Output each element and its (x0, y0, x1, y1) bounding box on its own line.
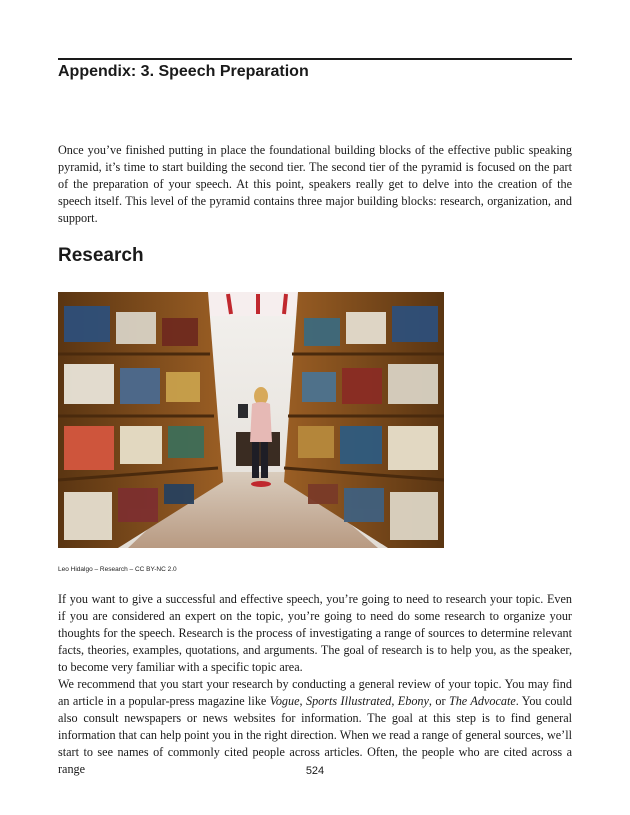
research-paragraph-2 (58, 676, 572, 778)
chapter-title: Appendix: 3. Speech Preparation (58, 63, 309, 80)
separator: , or (428, 694, 449, 708)
section-heading: Research (58, 245, 144, 266)
page-number: 524 (305, 765, 325, 777)
magazine-vogue: Vogue (269, 694, 300, 708)
library-photo (58, 292, 444, 548)
separator: , (299, 694, 306, 708)
paragraph-2-lead: We recommend that you start your research by conducting a general review of your topic. You may find an article in a popular-press magazine like (58, 677, 572, 708)
magazine-ebony: Ebony (397, 694, 429, 708)
figure-caption: Leo Hidalgo – Research – CC BY-NC 2.0 (58, 566, 177, 573)
library-aisle-illustration (58, 292, 444, 548)
magazine-the-advocate: The Advocate (448, 694, 516, 708)
intro-paragraph: Once you’ve finished putting in place the foundational building blocks of the effective public speaking pyramid, it’s time to start building the second tier. The second tier of the pyramid is focused on the part of the preparation of your speech. At this point, speakers really get to delve into the creation of the speech itself. This level of the pyramid contains three major building blocks: research, organization, and support. (58, 143, 572, 225)
research-paragraph-1: If you want to give a successful and effective speech, you’re going to need to research your topic. Even if you are considered an expert on the topic, you’re going to need do some research to organize your thoughts for the speech. Research is the process of investigating a range of sources to determine relevant facts, theories, examples, quotations, and arguments. The goal of research is to help you, as the speaker, to become very familiar with a specific topic area. (58, 592, 572, 674)
magazine-sports-illustrated: Sports Illustrated (305, 694, 392, 708)
paragraph-2-tail: . You could also consult newspapers or news websites for information. The goal at this step is to find general information that can help point you in the right direction. When we read a range of general sources, we’ll start to see names of commonly cited people across articles. Often, the people who are cited across a range (58, 694, 572, 776)
separator: , (391, 694, 398, 708)
header-rule (58, 58, 572, 60)
